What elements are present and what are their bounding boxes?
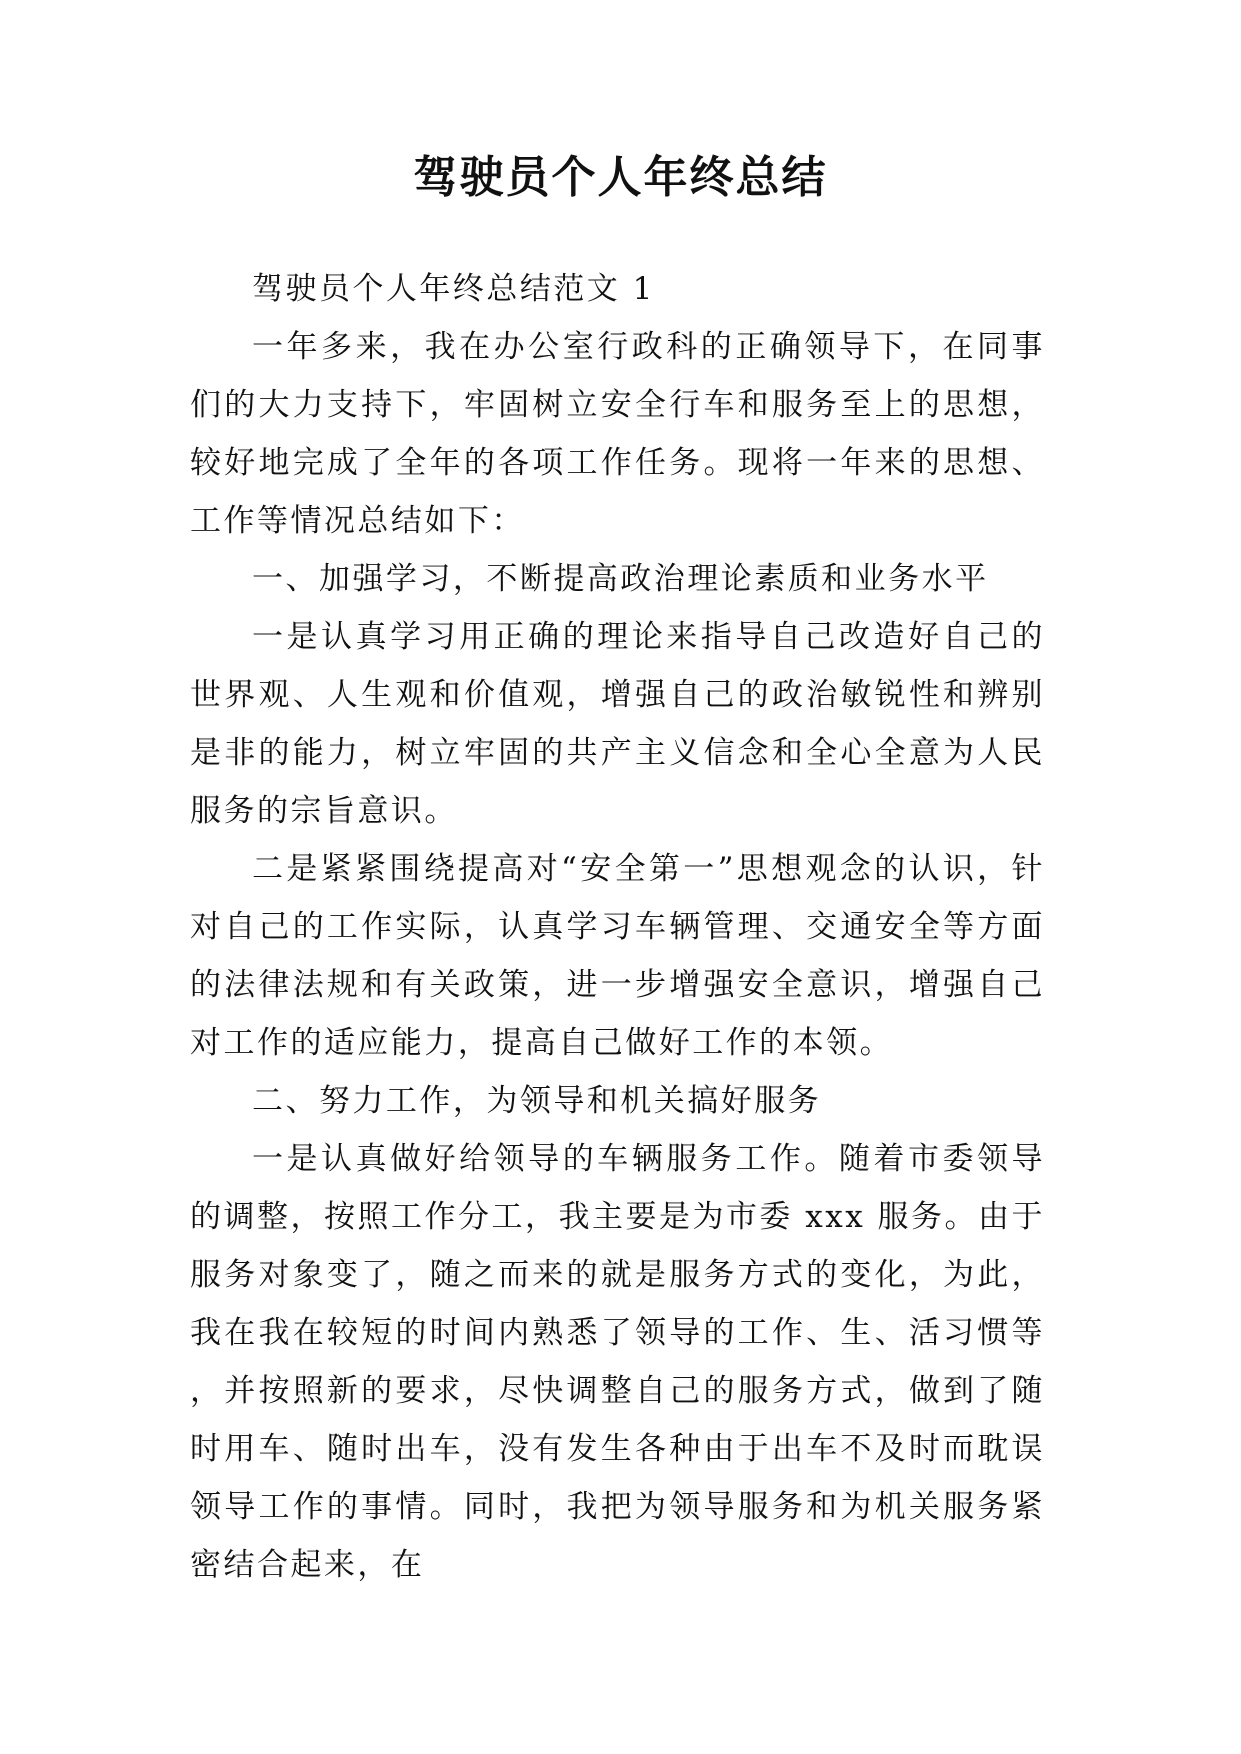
section-heading-2: 二、努力工作，为领导和机关搞好服务	[252, 1083, 822, 1119]
section-heading-1: 一、加强学习，不断提高政治理论素质和业务水平	[252, 561, 989, 597]
paragraph-item-3: 一是认真做好给领导的车辆服务工作。随着市委领导的调整，按照工作分工，我主要是为市委 xxx 服务。由于服务对象变了，随之而来的就是服务方式的变化，为此，我在我在较短的时间内熟悉了领导的工作、生、活习惯等，并按照新的要求，尽快调整自己的服务方式，做到了随时用车、随时出车，没有发生各种由于出车不及时而耽误领导工作的事情。同时，我把为领导服务和为机关服务紧密结合起来，在	[190, 1141, 1045, 1583]
paragraph-item-2: 二是紧紧围绕提高对“安全第一”思想观念的认识，针对自己的工作实际，认真学习车辆管理、交通安全等方面的法律法规和有关政策，进一步增强安全意识，增强自己对工作的适应能力，提高自己做好工作的本领。	[190, 851, 1045, 1061]
document-body	[190, 260, 1045, 1594]
paragraph-subtitle: 驾驶员个人年终总结范文 1	[252, 271, 655, 307]
paragraph-item-1: 一是认真学习用正确的理论来指导自己改造好自己的世界观、人生观和价值观，增强自己的政治敏锐性和辨别是非的能力，树立牢固的共产主义信念和全心全意为人民服务的宗旨意识。	[190, 619, 1045, 829]
document-title: 驾驶员个人年终总结	[413, 152, 828, 203]
paragraph-intro: 一年多来，我在办公室行政科的正确领导下，在同事们的大力支持下，牢固树立安全行车和服务至上的思想，较好地完成了全年的各项工作任务。现将一年来的思想、工作等情况总结如下：	[190, 329, 1045, 539]
